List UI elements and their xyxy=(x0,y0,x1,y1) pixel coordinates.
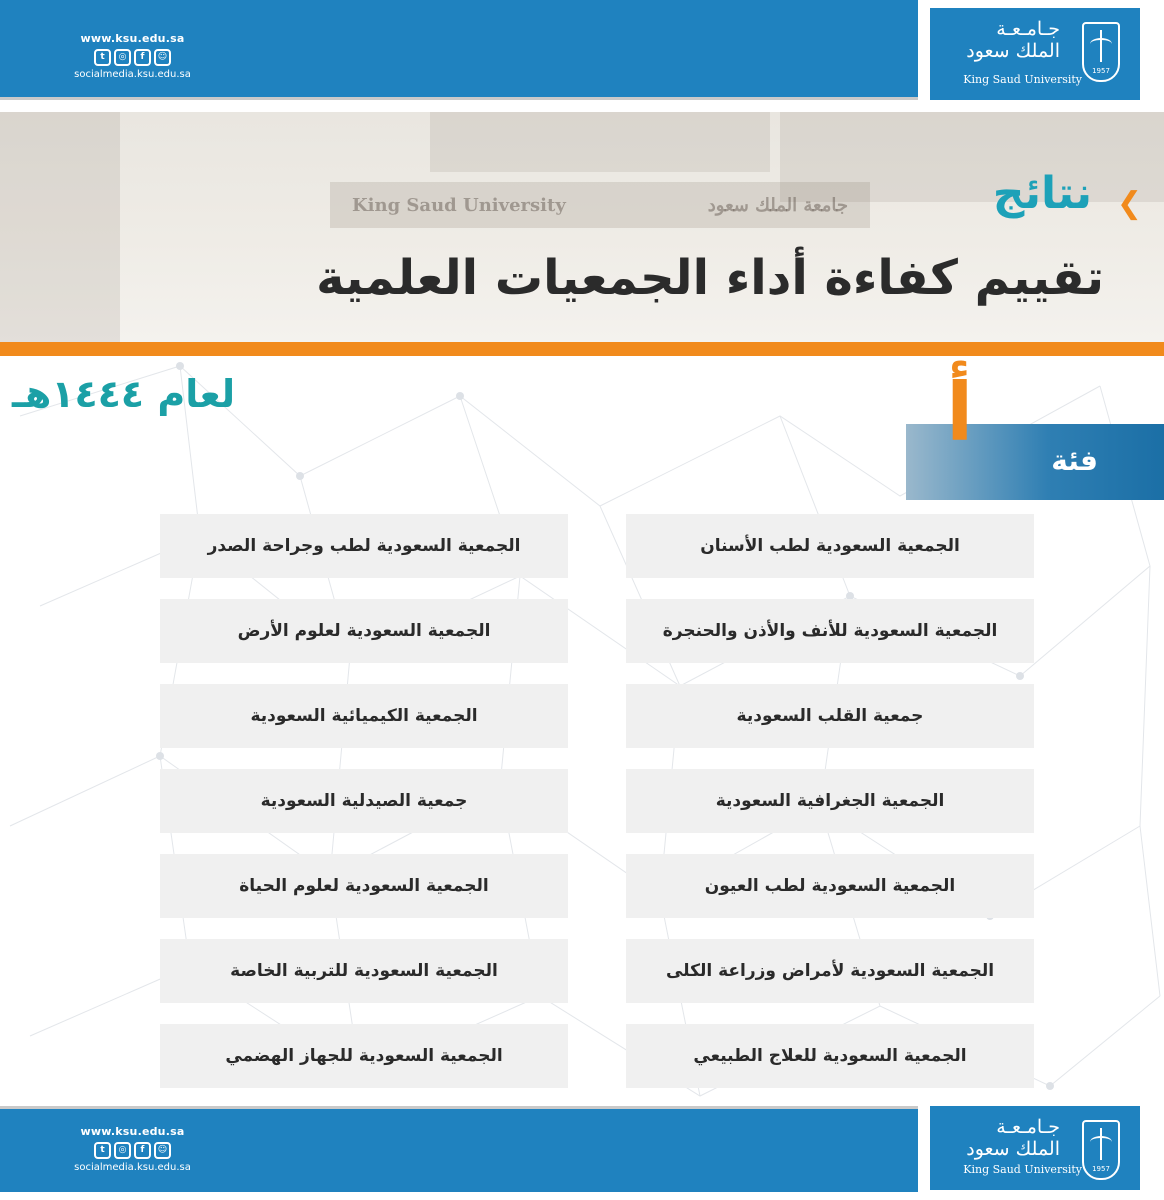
snapchat-icon[interactable]: ☺ xyxy=(154,1142,171,1159)
category-letter: أ xyxy=(946,366,974,459)
society-card: جمعية الصيدلية السعودية xyxy=(160,769,568,833)
logo-arabic-line1: جـامـعـة xyxy=(996,1116,1060,1138)
twitter-icon[interactable]: t xyxy=(94,49,111,66)
palm-swords-icon xyxy=(1082,22,1120,82)
orange-divider xyxy=(0,342,1164,356)
society-card: الجمعية السعودية لعلوم الأرض xyxy=(160,599,568,663)
society-card: الجمعية السعودية لعلوم الحياة xyxy=(160,854,568,918)
website-link[interactable]: www.ksu.edu.sa xyxy=(80,1125,185,1138)
category-tab xyxy=(906,424,1164,500)
society-card: الجمعية السعودية لطب العيون xyxy=(626,854,1034,918)
page-title: تقييم كفاءة أداء الجمعيات العلمية xyxy=(316,250,1104,306)
building-shape xyxy=(0,112,120,344)
footer-bar xyxy=(0,1106,918,1192)
building-sign xyxy=(330,182,870,228)
logo-english: King Saud University xyxy=(963,73,1082,86)
twitter-icon[interactable]: t xyxy=(94,1142,111,1159)
society-card: الجمعية الكيميائية السعودية xyxy=(160,684,568,748)
society-card: الجمعية السعودية للجهاز الهضمي xyxy=(160,1024,568,1088)
year-label: لعام ١٤٤٤هـ xyxy=(12,372,236,416)
palm-swords-icon xyxy=(1082,1120,1120,1180)
society-card: الجمعية الجغرافية السعودية xyxy=(626,769,1034,833)
society-card: الجمعية السعودية للأنف والأذن والحنجرة xyxy=(626,599,1034,663)
building-shape xyxy=(430,112,770,172)
chevron-left-icon: ❮ xyxy=(1116,186,1142,221)
society-card: الجمعية السعودية للتربية الخاصة xyxy=(160,939,568,1003)
header-bar xyxy=(0,0,918,100)
instagram-icon[interactable]: ◎ xyxy=(114,1142,131,1159)
social-icons xyxy=(60,49,205,66)
society-card: الجمعية السعودية لطب الأسنان xyxy=(626,514,1034,578)
facebook-icon[interactable]: f xyxy=(134,49,151,66)
logo-arabic-line2: الملك سعود xyxy=(966,1138,1060,1160)
social-icons xyxy=(60,1142,205,1159)
society-card: جمعية القلب السعودية xyxy=(626,684,1034,748)
snapchat-icon[interactable]: ☺ xyxy=(154,49,171,66)
sign-arabic: جامعة الملك سعود xyxy=(707,194,848,216)
university-logo xyxy=(930,8,1140,100)
hero-banner xyxy=(0,112,1164,344)
results-label: نتائج xyxy=(992,168,1092,219)
logo-year: 1957 xyxy=(1092,1165,1110,1173)
logo-arabic xyxy=(966,1116,1060,1160)
logo-arabic-line1: جـامـعـة xyxy=(996,18,1060,40)
society-card: الجمعية السعودية للعلاج الطبيعي xyxy=(626,1024,1034,1088)
logo-arabic xyxy=(966,18,1060,62)
society-card: الجمعية السعودية لأمراض وزراعة الكلى xyxy=(626,939,1034,1003)
university-logo xyxy=(930,1106,1140,1190)
sign-english: King Saud University xyxy=(352,194,566,216)
instagram-icon[interactable]: ◎ xyxy=(114,49,131,66)
facebook-icon[interactable]: f xyxy=(134,1142,151,1159)
social-media-link[interactable]: socialmedia.ksu.edu.sa xyxy=(74,69,191,80)
society-card: الجمعية السعودية لطب وجراحة الصدر xyxy=(160,514,568,578)
logo-year: 1957 xyxy=(1092,67,1110,75)
category-label: فئة xyxy=(1051,444,1098,477)
logo-english: King Saud University xyxy=(963,1163,1082,1176)
social-media-link[interactable]: socialmedia.ksu.edu.sa xyxy=(74,1162,191,1173)
contact-block xyxy=(60,32,205,80)
contact-block xyxy=(60,1125,205,1173)
website-link[interactable]: www.ksu.edu.sa xyxy=(80,32,185,45)
logo-arabic-line2: الملك سعود xyxy=(966,40,1060,62)
